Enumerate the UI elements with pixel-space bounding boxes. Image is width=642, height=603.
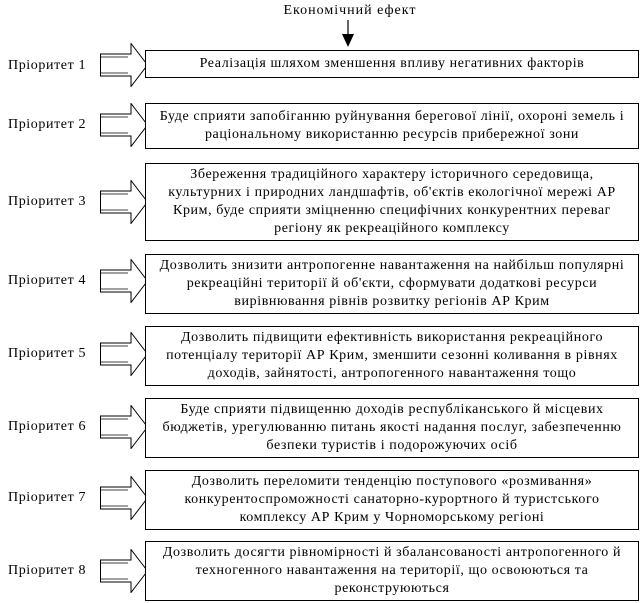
priority-8-label: Пріоритет 8 (8, 563, 87, 578)
priority-5-box (145, 326, 639, 386)
priority-1-box (145, 50, 639, 78)
priority-6-text: Буде сприяти підвищенню доходів республіканського й місцевих бюджетів, урегулюванню питань якості надання послуг, забезпеченню безпеки туристів і подорожуючих осіб (162, 402, 622, 453)
priority-1-text: Реалізація шляхом зменшення впливу негативних факторів (199, 56, 585, 71)
diagram-title: Економічний ефект (283, 3, 417, 18)
priority-7-arrow-icon (100, 476, 148, 520)
priority-3-label: Пріоритет 3 (8, 194, 87, 209)
priority-6-box (145, 398, 639, 458)
priority-8-box (145, 541, 639, 601)
priority-3-box (145, 163, 639, 241)
priority-2-box (145, 103, 639, 149)
priority-2-label: Пріоритет 2 (8, 117, 87, 132)
priority-4-arrow-icon (100, 259, 148, 303)
priority-7-box (145, 470, 639, 530)
priority-5-text: Дозволить підвищити ефективність використання рекреаційного потенціалу території АР Крим, зменшити сезонні коливання в рівнях доходів, зайнятості, антропогенного навантаження тощо (166, 330, 618, 381)
arrow-down-icon (340, 20, 356, 48)
priority-4-text: Дозволить знизити антропогенне навантаження на найбільш популярні рекреаційні території й об'єкти, сформувати додаткові ресурси вирівнювання рівнів розвитку регіонів АР Крим (159, 258, 625, 309)
priority-5-label: Пріоритет 5 (8, 346, 87, 361)
priority-4-box (145, 254, 639, 314)
priority-4-label: Пріоритет 4 (8, 273, 87, 288)
priority-7-text: Дозволить переломити тенденцію поступового «розмивання» конкурентоспроможності санаторно-курортного й туристського комплексу АР Крим у Чорноморському регіоні (184, 474, 600, 525)
priority-2-text: Буде сприяти запобіганню руйнування берегової лінії, охороні земель і раціональному використанню ресурсів прибережної зони (159, 109, 625, 142)
priority-7-label: Пріоритет 7 (8, 490, 87, 505)
priority-3-arrow-icon (100, 180, 148, 224)
priority-8-arrow-icon (100, 549, 148, 593)
priority-1-label: Пріоритет 1 (8, 58, 87, 73)
priority-8-text: Дозволить досягти рівномірності й збалансованості антропогенного й техногенного навантаження на території, що освоюються та реконструюються (162, 545, 622, 596)
priority-6-label: Пріоритет 6 (8, 419, 87, 434)
priority-6-arrow-icon (100, 405, 148, 449)
priority-2-arrow-icon (100, 103, 148, 147)
priority-5-arrow-icon (100, 332, 148, 376)
priority-3-text: Збереження традиційного характеру історичного середовища, культурних і природних ландшафтів, об'єктів екологічної мережі АР Крим, буде сприяти зміцненню специфічних конкурентних переваг регіону як рекреаційного комплексу (168, 167, 616, 236)
priority-1-arrow-icon (100, 43, 148, 87)
